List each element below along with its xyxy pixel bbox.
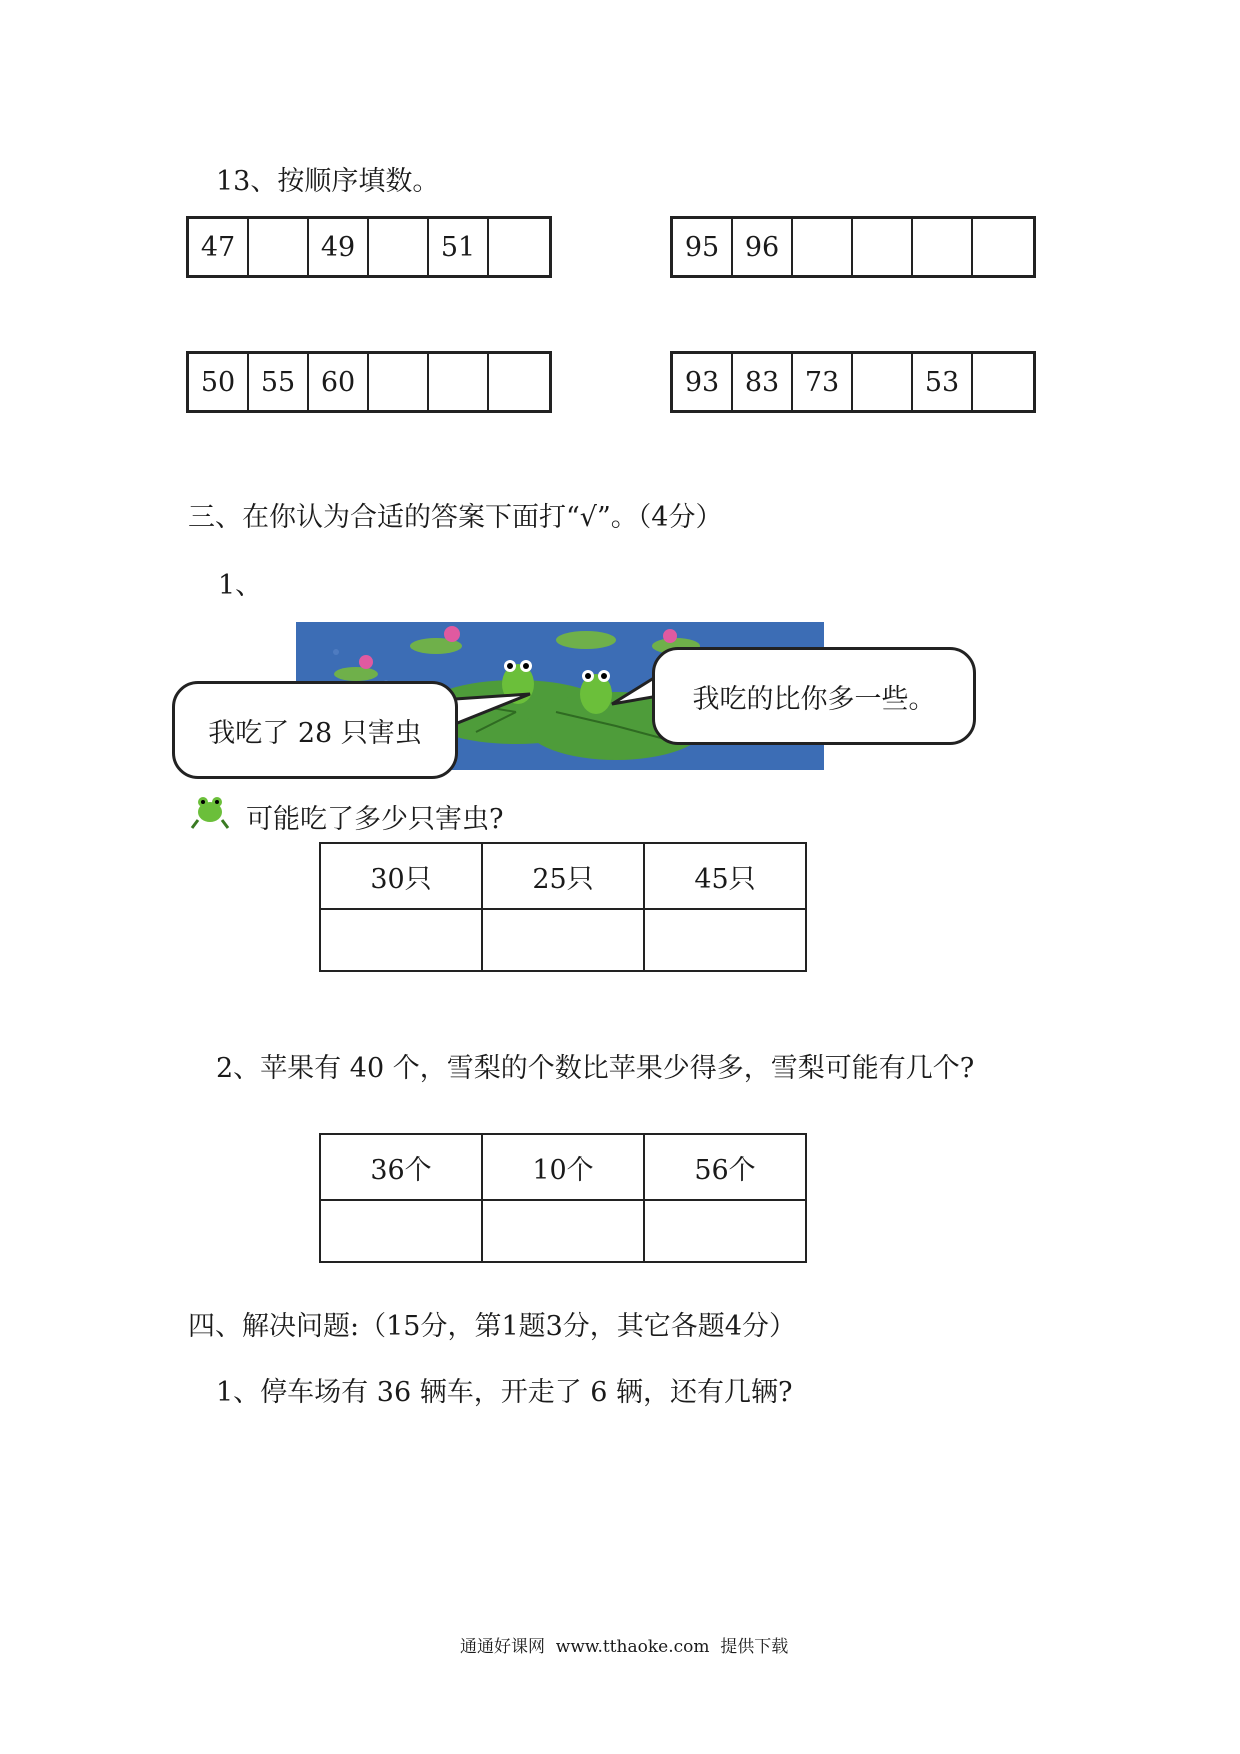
sequence-cell: 60 <box>309 354 369 410</box>
frog-icon <box>190 790 232 830</box>
sequence-box-1 <box>186 216 552 278</box>
sequence-box-3 <box>186 351 552 413</box>
sequence-cell: 51 <box>429 219 489 275</box>
option-label: 10个 <box>482 1134 644 1200</box>
sequence-cell: 53 <box>913 354 973 410</box>
sequence-cell[interactable] <box>249 219 309 275</box>
section3-title: 三、在你认为合适的答案下面打“√”。（4分） <box>188 502 723 533</box>
sequence-cell[interactable] <box>973 219 1033 275</box>
frog-right-icon <box>580 670 612 714</box>
sequence-cell: 83 <box>733 354 793 410</box>
option-label: 30只 <box>320 843 482 909</box>
option-label: 45只 <box>644 843 806 909</box>
q13-title: 13、按顺序填数。 <box>216 166 440 197</box>
answer-cell[interactable] <box>320 1200 482 1262</box>
q1-number: 1、 <box>218 570 263 601</box>
option-label: 25只 <box>482 843 644 909</box>
speech-bubble-right: 我吃的比你多一些。 <box>652 647 976 745</box>
option-label: 56个 <box>644 1134 806 1200</box>
sequence-cell[interactable] <box>369 354 429 410</box>
sequence-cell: 50 <box>189 354 249 410</box>
sequence-cell[interactable] <box>489 219 549 275</box>
sequence-cell[interactable] <box>429 354 489 410</box>
option-label: 36个 <box>320 1134 482 1200</box>
answer-cell[interactable] <box>482 1200 644 1262</box>
sequence-cell: 73 <box>793 354 853 410</box>
answer-cell[interactable] <box>320 909 482 971</box>
sequence-cell[interactable] <box>853 219 913 275</box>
sequence-box-2 <box>670 216 1036 278</box>
section4-q1: 1、停车场有 36 辆车，开走了 6 辆，还有几辆? <box>216 1377 793 1408</box>
sequence-cell: 55 <box>249 354 309 410</box>
answer-cell[interactable] <box>644 1200 806 1262</box>
answer-cell[interactable] <box>644 909 806 971</box>
sequence-cell: 47 <box>189 219 249 275</box>
sequence-cell: 95 <box>673 219 733 275</box>
sequence-cell[interactable] <box>973 354 1033 410</box>
footer: 通通好课网 www.tthaoke.com 提供下载 <box>460 1637 789 1657</box>
q2-options-table <box>319 1133 807 1263</box>
answer-cell[interactable] <box>482 909 644 971</box>
sequence-box-4 <box>670 351 1036 413</box>
q1-options-table <box>319 842 807 972</box>
q1-question: 可能吃了多少只害虫? <box>246 804 504 835</box>
sequence-cell[interactable] <box>913 219 973 275</box>
sequence-cell[interactable] <box>369 219 429 275</box>
q2-question: 2、苹果有 40 个，雪梨的个数比苹果少得多，雪梨可能有几个? <box>216 1053 975 1084</box>
sequence-cell: 93 <box>673 354 733 410</box>
sequence-cell[interactable] <box>489 354 549 410</box>
sequence-cell[interactable] <box>793 219 853 275</box>
sequence-cell: 49 <box>309 219 369 275</box>
speech-bubble-left: 我吃了 28 只害虫 <box>172 681 458 779</box>
sequence-cell: 96 <box>733 219 793 275</box>
section4-title: 四、解决问题:（15分，第1题3分，其它各题4分） <box>188 1311 796 1342</box>
sequence-cell[interactable] <box>853 354 913 410</box>
